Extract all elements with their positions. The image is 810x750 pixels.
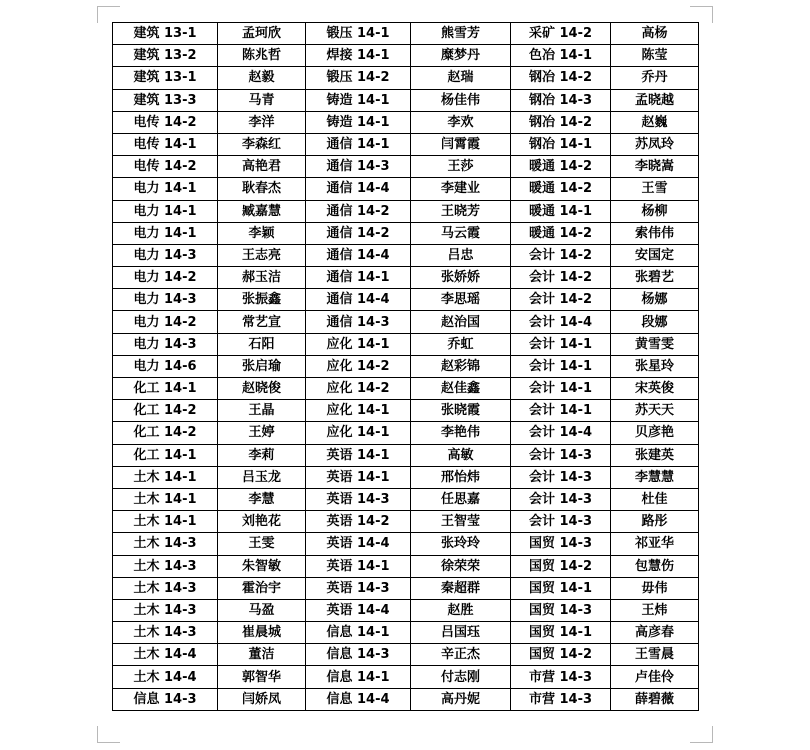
table-cell: 铸造 14-1 [306,111,411,133]
table-cell: 化工 14-1 [113,444,218,466]
roster-table [112,22,699,711]
table-cell: 暖通 14-1 [511,200,611,222]
table-cell: 钢冶 14-3 [511,89,611,111]
table-cell: 吕玉龙 [218,466,306,488]
table-cell: 土木 14-1 [113,466,218,488]
table-cell: 暖通 14-2 [511,156,611,178]
table-cell: 电传 14-2 [113,111,218,133]
table-row [113,466,699,488]
table-cell: 电力 14-3 [113,244,218,266]
table-cell: 钢冶 14-2 [511,67,611,89]
table-cell: 段娜 [611,311,699,333]
table-cell: 通信 14-3 [306,311,411,333]
table-cell: 王雪 [611,178,699,200]
table-cell: 电力 14-1 [113,222,218,244]
table-cell: 马盈 [218,599,306,621]
table-row [113,45,699,67]
table-cell: 朱智敏 [218,555,306,577]
table-row [113,622,699,644]
table-cell: 电传 14-1 [113,133,218,155]
table-cell: 英语 14-4 [306,599,411,621]
table-cell: 电力 14-6 [113,355,218,377]
table-row [113,89,699,111]
table-cell: 张启瑜 [218,355,306,377]
table-cell: 霍治宇 [218,577,306,599]
table-cell: 会计 14-3 [511,488,611,510]
table-cell: 张建英 [611,444,699,466]
table-row [113,267,699,289]
table-cell: 土木 14-3 [113,622,218,644]
table-cell: 臧嘉慧 [218,200,306,222]
table-cell: 信息 14-4 [306,688,411,710]
table-cell: 安国定 [611,244,699,266]
table-cell: 会计 14-3 [511,466,611,488]
table-cell: 张晓霞 [411,400,511,422]
table-row [113,555,699,577]
table-row [113,133,699,155]
table-cell: 通信 14-3 [306,156,411,178]
table-cell: 土木 14-3 [113,577,218,599]
table-cell: 会计 14-1 [511,333,611,355]
table-cell: 暖通 14-2 [511,178,611,200]
table-row [113,244,699,266]
table-cell: 应化 14-2 [306,355,411,377]
table-cell: 任思嘉 [411,488,511,510]
page-corner-bottom-right [690,726,713,743]
table-cell: 土木 14-3 [113,555,218,577]
table-cell: 通信 14-4 [306,178,411,200]
table-cell: 信息 14-1 [306,622,411,644]
table-cell: 闫娇凤 [218,688,306,710]
table-cell: 国贸 14-3 [511,599,611,621]
table-cell: 赵瑞 [411,67,511,89]
table-cell: 李晓嵩 [611,156,699,178]
table-row [113,577,699,599]
table-cell: 通信 14-2 [306,222,411,244]
table-cell: 王智莹 [411,511,511,533]
table-cell: 郝玉洁 [218,267,306,289]
table-cell: 王雪晨 [611,644,699,666]
table-cell: 国贸 14-2 [511,644,611,666]
table-cell: 建筑 13-1 [113,67,218,89]
table-row [113,156,699,178]
table-cell: 马青 [218,89,306,111]
table-row [113,355,699,377]
table-cell: 电力 14-3 [113,289,218,311]
table-cell: 会计 14-1 [511,400,611,422]
table-cell: 杜佳 [611,488,699,510]
table-cell: 通信 14-1 [306,267,411,289]
table-cell: 赵治国 [411,311,511,333]
table-cell: 刘艳花 [218,511,306,533]
roster-table-container [112,22,698,711]
page-corner-bottom-left [97,726,120,743]
table-cell: 焊接 14-1 [306,45,411,67]
table-cell: 通信 14-4 [306,244,411,266]
table-cell: 国贸 14-1 [511,577,611,599]
table-cell: 孟珂欣 [218,23,306,45]
table-cell: 熊雪芳 [411,23,511,45]
table-row [113,111,699,133]
table-cell: 土木 14-1 [113,511,218,533]
table-cell: 赵佳鑫 [411,378,511,400]
table-cell: 张娇娇 [411,267,511,289]
table-cell: 通信 14-4 [306,289,411,311]
table-cell: 国贸 14-3 [511,533,611,555]
table-cell: 市营 14-3 [511,688,611,710]
table-cell: 崔晨城 [218,622,306,644]
table-cell: 信息 14-3 [306,644,411,666]
table-cell: 闫霄霞 [411,133,511,155]
table-cell: 色冶 14-1 [511,45,611,67]
table-cell: 王志亮 [218,244,306,266]
table-cell: 土木 14-3 [113,599,218,621]
table-cell: 董洁 [218,644,306,666]
table-cell: 付志刚 [411,666,511,688]
table-row [113,511,699,533]
table-row [113,178,699,200]
table-cell: 包慧伤 [611,555,699,577]
table-cell: 张振鑫 [218,289,306,311]
table-row [113,333,699,355]
table-cell: 卢佳伶 [611,666,699,688]
table-row [113,289,699,311]
table-cell: 应化 14-1 [306,422,411,444]
table-cell: 建筑 13-3 [113,89,218,111]
table-cell: 毋伟 [611,577,699,599]
table-cell: 会计 14-1 [511,378,611,400]
table-row [113,533,699,555]
table-cell: 土木 14-3 [113,533,218,555]
table-cell: 赵巍 [611,111,699,133]
table-cell: 电传 14-2 [113,156,218,178]
table-cell: 应化 14-2 [306,378,411,400]
table-row [113,400,699,422]
table-cell: 李洋 [218,111,306,133]
table-cell: 苏天天 [611,400,699,422]
table-cell: 采矿 14-2 [511,23,611,45]
table-cell: 王婷 [218,422,306,444]
table-row [113,444,699,466]
table-cell: 孟晓越 [611,89,699,111]
table-cell: 土木 14-4 [113,644,218,666]
table-cell: 李思瑶 [411,289,511,311]
table-cell: 通信 14-1 [306,133,411,155]
table-cell: 土木 14-4 [113,666,218,688]
table-cell: 钢冶 14-1 [511,133,611,155]
table-cell: 李森红 [218,133,306,155]
table-cell: 通信 14-2 [306,200,411,222]
table-row [113,422,699,444]
table-cell: 英语 14-3 [306,577,411,599]
table-cell: 常艺宣 [218,311,306,333]
page-corner-top-left [97,6,120,23]
table-cell: 王晶 [218,400,306,422]
table-cell: 杨佳伟 [411,89,511,111]
table-cell: 乔丹 [611,67,699,89]
table-cell: 王炜 [611,599,699,621]
table-row [113,311,699,333]
table-cell: 会计 14-2 [511,289,611,311]
table-cell: 吕忠 [411,244,511,266]
table-cell: 王晓芳 [411,200,511,222]
table-cell: 应化 14-1 [306,400,411,422]
table-cell: 马云霞 [411,222,511,244]
table-cell: 赵毅 [218,67,306,89]
table-cell: 李慧慧 [611,466,699,488]
table-row [113,599,699,621]
table-cell: 李艳伟 [411,422,511,444]
table-cell: 贝彦艳 [611,422,699,444]
table-cell: 杨柳 [611,200,699,222]
table-cell: 应化 14-1 [306,333,411,355]
table-cell: 耿春杰 [218,178,306,200]
table-cell: 石阳 [218,333,306,355]
table-cell: 王雯 [218,533,306,555]
table-cell: 祁亚华 [611,533,699,555]
table-cell: 郭智华 [218,666,306,688]
table-row [113,688,699,710]
table-cell: 会计 14-3 [511,511,611,533]
table-cell: 锻压 14-2 [306,67,411,89]
table-cell: 辛正杰 [411,644,511,666]
table-cell: 建筑 13-2 [113,45,218,67]
table-cell: 高艳君 [218,156,306,178]
table-cell: 路彤 [611,511,699,533]
table-cell: 秦超群 [411,577,511,599]
table-cell: 国贸 14-2 [511,555,611,577]
table-cell: 赵彩锦 [411,355,511,377]
table-cell: 化工 14-1 [113,378,218,400]
table-row [113,378,699,400]
table-cell: 赵胜 [411,599,511,621]
table-cell: 会计 14-1 [511,355,611,377]
table-cell: 李建业 [411,178,511,200]
table-cell: 信息 14-3 [113,688,218,710]
table-cell: 王莎 [411,156,511,178]
table-cell: 会计 14-4 [511,422,611,444]
table-cell: 会计 14-2 [511,244,611,266]
table-cell: 电力 14-2 [113,267,218,289]
table-cell: 英语 14-1 [306,444,411,466]
table-cell: 张星玲 [611,355,699,377]
table-cell: 电力 14-3 [113,333,218,355]
table-cell: 钢冶 14-2 [511,111,611,133]
table-cell: 邢怡炜 [411,466,511,488]
table-cell: 乔虹 [411,333,511,355]
table-cell: 高敏 [411,444,511,466]
table-cell: 化工 14-2 [113,422,218,444]
table-cell: 英语 14-3 [306,488,411,510]
table-cell: 土木 14-1 [113,488,218,510]
table-row [113,644,699,666]
table-cell: 会计 14-4 [511,311,611,333]
table-cell: 电力 14-2 [113,311,218,333]
table-cell: 会计 14-3 [511,444,611,466]
table-cell: 铸造 14-1 [306,89,411,111]
table-cell: 苏凤玲 [611,133,699,155]
table-cell: 电力 14-1 [113,200,218,222]
table-cell: 杨娜 [611,289,699,311]
table-row [113,488,699,510]
table-row [113,200,699,222]
table-cell: 化工 14-2 [113,400,218,422]
table-cell: 李颖 [218,222,306,244]
table-cell: 英语 14-1 [306,555,411,577]
table-cell: 赵晓俊 [218,378,306,400]
page-corner-top-right [690,6,713,23]
table-cell: 高彦春 [611,622,699,644]
table-cell: 国贸 14-1 [511,622,611,644]
table-cell: 张玲玲 [411,533,511,555]
table-cell: 宋英俊 [611,378,699,400]
table-cell: 高丹妮 [411,688,511,710]
table-cell: 张碧艺 [611,267,699,289]
table-cell: 吕国珏 [411,622,511,644]
table-cell: 索伟伟 [611,222,699,244]
table-cell: 英语 14-2 [306,511,411,533]
table-cell: 市营 14-3 [511,666,611,688]
table-cell: 李慧 [218,488,306,510]
table-cell: 信息 14-1 [306,666,411,688]
table-cell: 会计 14-2 [511,267,611,289]
table-row [113,23,699,45]
table-cell: 陈莹 [611,45,699,67]
table-cell: 暖通 14-2 [511,222,611,244]
table-cell: 糜梦丹 [411,45,511,67]
table-cell: 锻压 14-1 [306,23,411,45]
roster-table-body [113,23,699,711]
table-cell: 黄雪雯 [611,333,699,355]
table-cell: 英语 14-4 [306,533,411,555]
table-row [113,666,699,688]
table-cell: 李莉 [218,444,306,466]
table-cell: 薛碧薇 [611,688,699,710]
table-row [113,67,699,89]
table-cell: 电力 14-1 [113,178,218,200]
table-cell: 英语 14-1 [306,466,411,488]
table-cell: 建筑 13-1 [113,23,218,45]
table-row [113,222,699,244]
table-cell: 陈兆哲 [218,45,306,67]
table-cell: 李欢 [411,111,511,133]
table-cell: 徐荣荣 [411,555,511,577]
table-cell: 高杨 [611,23,699,45]
